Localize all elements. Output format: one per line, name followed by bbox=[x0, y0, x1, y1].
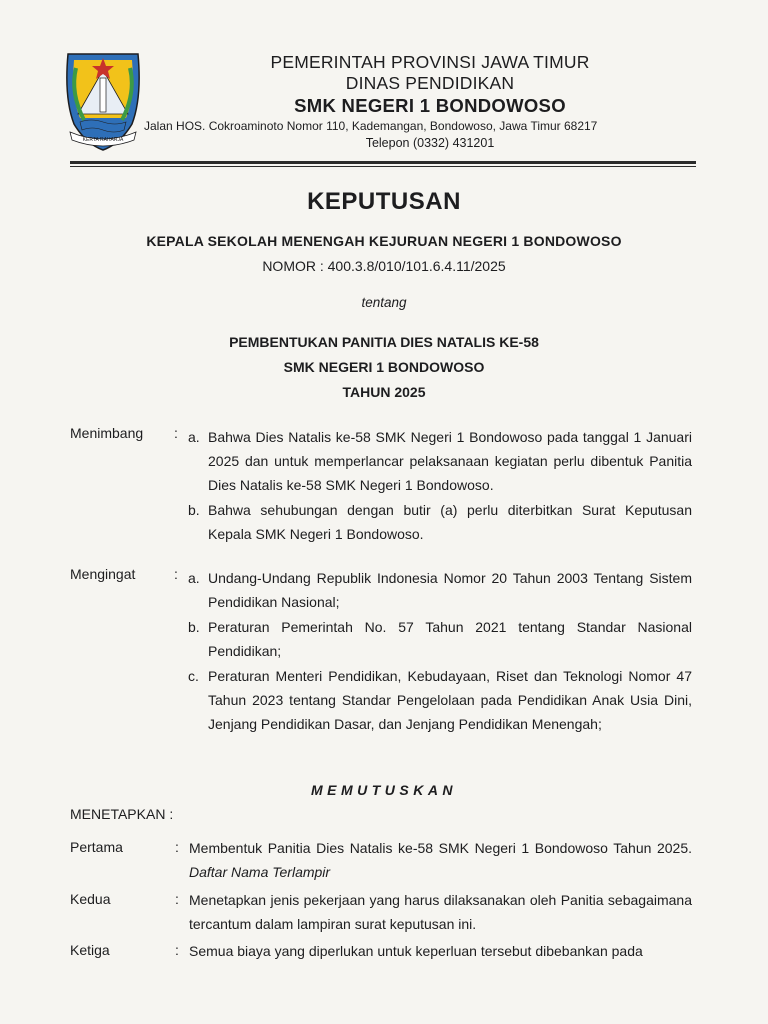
decision-label: Kedua bbox=[70, 891, 111, 907]
decision-italic-note: Daftar Nama Terlampir bbox=[189, 864, 331, 880]
item-marker: a. bbox=[188, 570, 200, 586]
memutuskan-heading: MEMUTUSKAN bbox=[310, 782, 458, 798]
item-text: Peraturan Pemerintah No. 57 Tahun 2021 tentang Standar Nasional Pendidikan; bbox=[208, 619, 692, 659]
menimbang-label: Menimbang bbox=[70, 425, 144, 441]
east-java-province-emblem bbox=[60, 48, 146, 152]
item-marker: b. bbox=[188, 619, 200, 635]
letterhead-school: SMK NEGERI 1 BONDOWOSO bbox=[294, 95, 566, 116]
decision-colon: : bbox=[175, 839, 179, 855]
item-marker: c. bbox=[188, 668, 199, 684]
letterhead-rule-thin bbox=[70, 166, 696, 167]
letterhead-rule-thick bbox=[70, 161, 696, 164]
decision-body: Menetapkan jenis pekerjaan yang harus dilaksanakan oleh Panitia sebagaimana tercantum dalam lampiran surat keputusan ini. bbox=[189, 892, 692, 932]
decision-colon: : bbox=[175, 891, 179, 907]
document-number: NOMOR : 400.3.8/010/101.6.4.11/2025 bbox=[262, 258, 506, 274]
item-text: Undang-Undang Republik Indonesia Nomor 20 Tahun 2003 Tentang Sistem Pendidikan Nasional; bbox=[208, 570, 692, 610]
emblem-monument bbox=[100, 78, 106, 112]
decision-body: Membentuk Panitia Dies Natalis ke-58 SMK Negeri 1 Bondowoso Tahun 2025. bbox=[189, 840, 692, 856]
letterhead-government: PEMERINTAH PROVINSI JAWA TIMUR bbox=[270, 52, 590, 72]
emblem-motto: KERTA RAHARJA bbox=[82, 137, 124, 143]
item-text: Bahwa sehubungan dengan butir (a) perlu diterbitkan Surat Keputusan Kepala SMK Negeri 1 Bondowoso. bbox=[208, 502, 692, 542]
mengingat-colon: : bbox=[174, 566, 178, 582]
item-text: Peraturan Menteri Pendidikan, Kebudayaan, Riset dan Teknologi Nomor 47 Tahun 2023 tentang Standar Pengelolaan pada Pendidikan Anak Usia Dini, Jenjang Pendidikan Dasar, dan Jenjang Pendidikan Menengah; bbox=[208, 668, 692, 732]
decision-text bbox=[189, 836, 692, 884]
subject-line-2: SMK NEGERI 1 BONDOWOSO bbox=[283, 359, 485, 375]
subject-line-1: PEMBENTUKAN PANITIA DIES NATALIS KE-58 bbox=[229, 334, 539, 350]
item-marker: a. bbox=[188, 429, 200, 445]
mengingat-label: Mengingat bbox=[70, 566, 136, 582]
decision-body: Semua biaya yang diperlukan untuk keperluan tersebut dibebankan pada bbox=[189, 943, 643, 959]
subject-line-3: TAHUN 2025 bbox=[342, 384, 426, 400]
decision-text bbox=[189, 888, 692, 936]
decision-colon: : bbox=[175, 942, 179, 958]
document-issuer: KEPALA SEKOLAH MENENGAH KEJURUAN NEGERI 1 BONDOWOSO bbox=[146, 233, 622, 249]
document-title: KEPUTUSAN bbox=[307, 188, 461, 215]
decision-text bbox=[189, 939, 692, 963]
letterhead-agency: DINAS PENDIDIKAN bbox=[345, 73, 515, 93]
document-tentang: tentang bbox=[361, 295, 407, 310]
letterhead bbox=[144, 52, 710, 152]
menimbang-colon: : bbox=[174, 425, 178, 441]
decision-label: Pertama bbox=[70, 839, 123, 855]
item-marker: b. bbox=[188, 502, 200, 518]
item-text: Bahwa Dies Natalis ke-58 SMK Negeri 1 Bondowoso pada tanggal 1 Januari 2025 dan untuk memperlancar pelaksanaan kegiatan perlu dibentuk Panitia Dies Natalis ke-58 SMK Negeri 1 Bondowoso. bbox=[208, 429, 692, 493]
decision-label: Ketiga bbox=[70, 942, 110, 958]
letterhead-address: Jalan HOS. Cokroaminoto Nomor 110, Kademangan, Bondowoso, Jawa Timur 68217 bbox=[144, 119, 598, 133]
letterhead-phone: Telepon (0332) 431201 bbox=[365, 136, 495, 150]
menetapkan-label: MENETAPKAN : bbox=[70, 806, 174, 822]
